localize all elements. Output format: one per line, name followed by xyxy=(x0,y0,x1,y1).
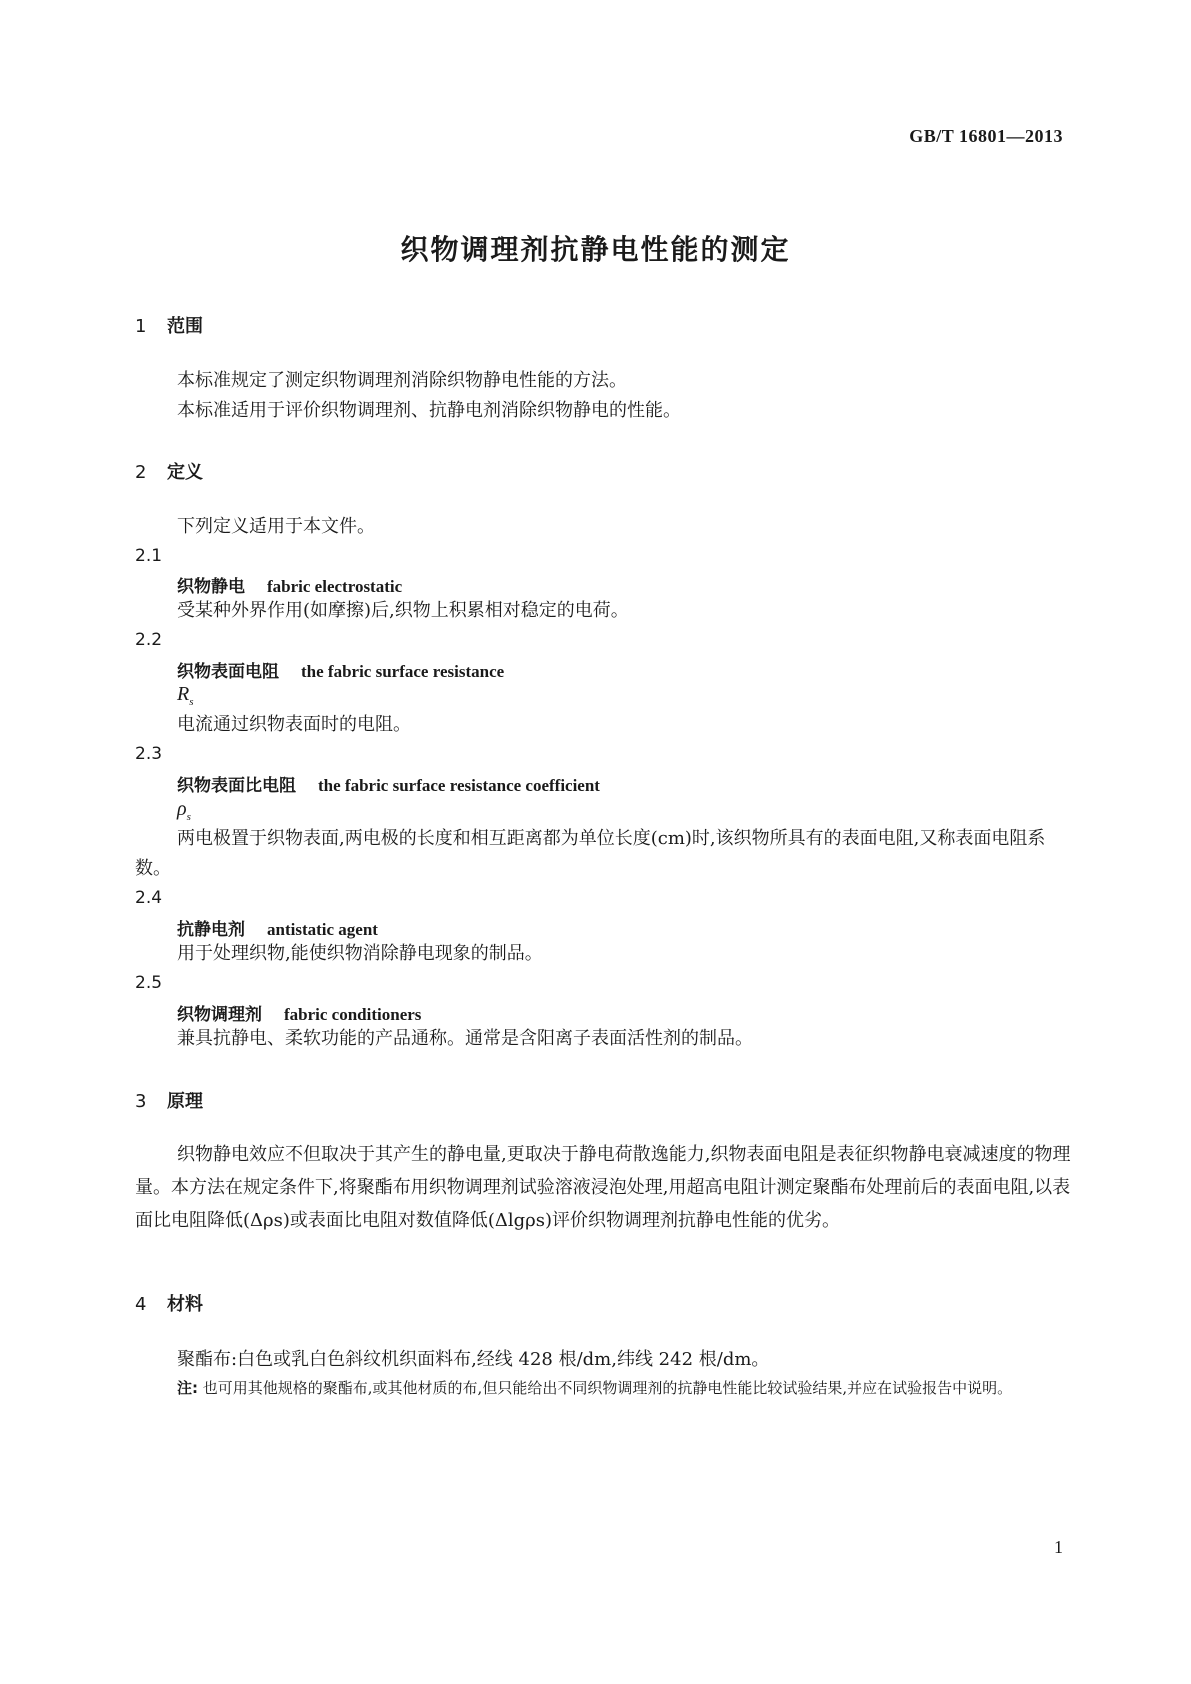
section-4-note xyxy=(177,1374,1077,1402)
clause-2-2-term xyxy=(177,657,504,682)
section-3-paragraph: 织物静电效应不但取决于其产生的静电量,更取决于静电荷散逸能力,织物表面电阻是表征织物静电衰减速度的物理量。本方法在规定条件下,将聚酯布用织物调理剂试验溶液浸泡处理,用超高电阻计测定聚酯布处理前后的表面电阻,以表面比电阻降低(Δρs)或表面比电阻对数值降低(Δlgρs)评价织物调理剂抗静电性能的优劣。 xyxy=(135,1144,1071,1231)
section-2-intro: 下列定义适用于本文件。 xyxy=(177,516,375,537)
term-en: the fabric surface resistance coefficient xyxy=(318,776,600,795)
clause-2-5-number: 2.5 xyxy=(135,973,163,993)
term-zh: 抗静电剂 xyxy=(177,920,245,940)
clause-2-2-definition: 电流通过织物表面时的电阻。 xyxy=(177,714,411,735)
clause-2-3-number: 2.3 xyxy=(135,744,163,764)
clause-2-4-definition: 用于处理织物,能使织物消除静电现象的制品。 xyxy=(177,943,543,964)
section-1-paragraph-1: 本标准规定了测定织物调理剂消除织物静电性能的方法。 xyxy=(177,370,627,391)
note-label: 注: xyxy=(177,1379,198,1397)
clause-2-5-term xyxy=(177,1000,421,1025)
section-title: 定义 xyxy=(167,462,203,483)
clause-2-3-term xyxy=(177,771,600,796)
clause-2-2-symbol xyxy=(177,683,194,708)
term-en: fabric electrostatic xyxy=(267,577,403,596)
term-en: antistatic agent xyxy=(267,920,378,939)
term-zh: 织物静电 xyxy=(177,577,245,597)
section-title: 范围 xyxy=(167,316,203,337)
term-zh: 织物表面比电阻 xyxy=(177,776,296,796)
section-number: 1 xyxy=(135,316,147,337)
section-number: 4 xyxy=(135,1294,147,1315)
section-1-heading xyxy=(135,312,203,338)
symbol-subscript: s xyxy=(186,811,191,823)
clause-2-1-term xyxy=(177,572,402,597)
clause-2-3-definition: 两电极置于织物表面,两电极的长度和相互距离都为单位长度(cm)时,该织物所具有的表面电阻,又称表面电阻系数。 xyxy=(135,828,1046,879)
term-zh: 织物调理剂 xyxy=(177,1005,262,1025)
document-title: 织物调理剂抗静电性能的测定 xyxy=(400,233,791,266)
term-en: fabric conditioners xyxy=(284,1005,422,1024)
section-title: 原理 xyxy=(167,1091,203,1112)
note-text: 也可用其他规格的聚酯布,或其他材质的布,但只能给出不同织物调理剂的抗静电性能比较试验结果,并应在试验报告中说明。 xyxy=(202,1379,1013,1397)
term-en: the fabric surface resistance xyxy=(301,662,505,681)
section-4-paragraph: 聚酯布:白色或乳白色斜纹机织面料布,经线 428 根/dm,纬线 242 根/dm。 xyxy=(177,1349,770,1370)
page-number: 1 xyxy=(1054,1537,1063,1557)
term-zh: 织物表面电阻 xyxy=(177,662,279,682)
section-number: 2 xyxy=(135,462,147,483)
symbol-base: ρ xyxy=(177,798,187,820)
clause-2-4-term xyxy=(177,915,378,940)
clause-2-5-definition: 兼具抗静电、柔软功能的产品通称。通常是含阳离子表面活性剂的制品。 xyxy=(177,1028,753,1049)
clause-2-2-number: 2.2 xyxy=(135,630,163,650)
section-1-paragraph-2: 本标准适用于评价织物调理剂、抗静电剂消除织物静电的性能。 xyxy=(177,400,681,421)
section-3-heading xyxy=(135,1087,203,1113)
clause-2-1-number: 2.1 xyxy=(135,546,163,566)
clause-2-3-symbol xyxy=(177,798,191,823)
symbol-base: R xyxy=(177,683,190,705)
clause-2-1-definition: 受某种外界作用(如摩擦)后,织物上积累相对稳定的电荷。 xyxy=(177,600,629,621)
symbol-subscript: s xyxy=(189,696,194,708)
standard-code: GB/T 16801—2013 xyxy=(909,126,1063,146)
section-number: 3 xyxy=(135,1091,147,1112)
section-title: 材料 xyxy=(167,1294,203,1315)
section-4-heading xyxy=(135,1290,203,1316)
section-2-heading xyxy=(135,458,203,484)
clause-2-4-number: 2.4 xyxy=(135,888,163,908)
